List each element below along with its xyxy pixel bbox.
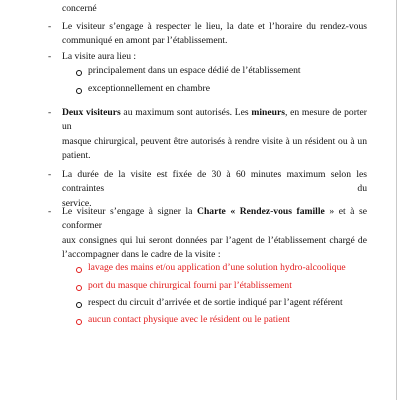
text-line: service.: [62, 197, 92, 209]
circle-bullet-icon: [76, 285, 82, 291]
sub-item: port du masque chirurgical fourni par l’établissement: [88, 280, 292, 291]
text-line: patient.: [62, 150, 91, 162]
list-dash: -: [48, 51, 52, 62]
text-line: concerné: [62, 3, 97, 14]
list-dash: -: [48, 107, 52, 118]
circle-bullet-icon: [76, 88, 82, 94]
sub-item: lavage des mains et/ou application d’une solution hydro-alcoolique: [88, 262, 346, 273]
text-span: Le visiteur s’engage à signer la: [62, 206, 198, 217]
sub-item: exceptionnellement en chambre: [88, 83, 210, 94]
list-dash: -: [48, 21, 52, 32]
paragraph-visitors-count: [62, 106, 367, 164]
text-line: masque chirurgical, peuvent être autorisés à rendre visite à un résident ou à un: [62, 135, 367, 147]
text-line: [62, 106, 367, 135]
paragraph-charter: [62, 205, 367, 263]
text-line: l’accompagner dans le cadre de la visite :: [62, 249, 221, 261]
text-line: aux consignes qui lui seront données par l’agent de l’établissement chargé de: [62, 234, 367, 246]
sub-item: aucun contact physique avec le résident ou le patient: [88, 314, 290, 325]
sub-item: principalement dans un espace dédié de l’établissement: [88, 65, 301, 76]
page-border: [396, 0, 397, 400]
text-line: La visite aura lieu :: [62, 51, 137, 62]
list-dash: -: [48, 206, 52, 217]
paragraph-visit-respect: [62, 20, 367, 49]
bold-text: Charte « Rendez-vous famille: [197, 206, 325, 217]
bold-text: Deux visiteurs: [62, 107, 121, 118]
text-span: , en mesure de porter un: [62, 107, 368, 133]
text-span: au maximum sont autorisés. Les: [120, 107, 252, 118]
circle-bullet-icon: [76, 302, 82, 308]
sub-item: respect du circuit d’arrivée et de sortie indiqué par l’agent référent: [88, 297, 343, 308]
circle-bullet-icon: [76, 70, 82, 76]
circle-bullet-icon: [76, 267, 82, 273]
text-line: La durée de la visite est fixée de 30 à 60 minutes maximum selon les contraintes du: [62, 169, 367, 195]
text-line: communiqué en amont par l’établissement.: [62, 35, 228, 47]
text-line: [62, 205, 367, 234]
circle-bullet-icon: [76, 319, 82, 325]
text-span: » et à se conformer: [62, 206, 367, 232]
list-dash: -: [48, 169, 52, 180]
paragraph-visit-location: [62, 50, 367, 64]
bold-text: mineurs: [251, 107, 285, 118]
text-line: Le visiteur s’engage à respecter le lieu, la date et l’horaire du rendez-vous: [62, 21, 367, 32]
